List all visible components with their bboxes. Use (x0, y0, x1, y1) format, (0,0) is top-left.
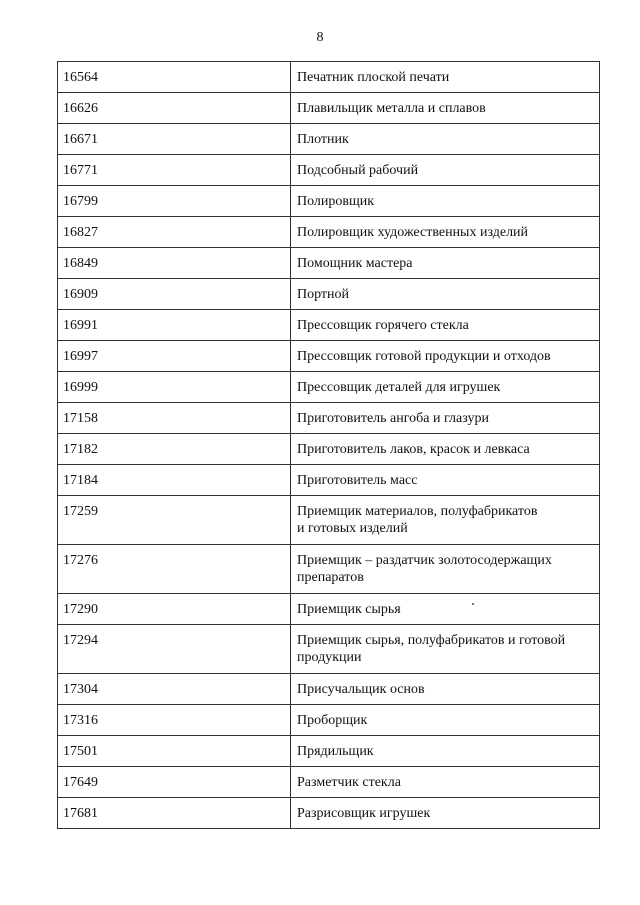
profession-name: Полировщик (291, 186, 600, 217)
profession-code: 16909 (58, 279, 291, 310)
profession-name: Полировщик художественных изделий (291, 217, 600, 248)
table-row (58, 403, 600, 434)
profession-code: 16999 (58, 372, 291, 403)
profession-code: 16626 (58, 93, 291, 124)
profession-code: 17681 (58, 798, 291, 829)
profession-code: 17184 (58, 465, 291, 496)
table-row (58, 93, 600, 124)
profession-code: 17316 (58, 705, 291, 736)
table-row (58, 545, 600, 594)
table-row (58, 124, 600, 155)
table-row (58, 674, 600, 705)
table-row (58, 465, 600, 496)
profession-name: Подсобный рабочий (291, 155, 600, 186)
profession-code: 17182 (58, 434, 291, 465)
table-row (58, 248, 600, 279)
profession-codes-table (57, 61, 600, 829)
profession-name: Разметчик стекла (291, 767, 600, 798)
table-row (58, 767, 600, 798)
profession-name: Присучальщик основ (291, 674, 600, 705)
profession-code: 16827 (58, 217, 291, 248)
profession-name: Плавильщик металла и сплавов (291, 93, 600, 124)
table-row (58, 798, 600, 829)
profession-name: Приготовитель лаков, красок и левкаса (291, 434, 600, 465)
table-row (58, 496, 600, 545)
table-row (58, 372, 600, 403)
profession-code: 17158 (58, 403, 291, 434)
profession-code: 17276 (58, 545, 291, 594)
profession-code: 16564 (58, 62, 291, 93)
profession-name: Плотник (291, 124, 600, 155)
profession-name: Прядильщик (291, 736, 600, 767)
page-number: 8 (316, 30, 324, 45)
profession-name: Приемщик материалов, полуфабрикатов и готовых изделий (291, 496, 600, 545)
profession-code: 16849 (58, 248, 291, 279)
table-row (58, 341, 600, 372)
profession-name: Приготовитель масс (291, 465, 600, 496)
profession-name: Прессовщик горячего стекла (291, 310, 600, 341)
profession-name: Прессовщик готовой продукции и отходов (291, 341, 600, 372)
profession-code: 16671 (58, 124, 291, 155)
table-row (58, 155, 600, 186)
profession-name: Портной (291, 279, 600, 310)
profession-code: 17649 (58, 767, 291, 798)
table-row (58, 186, 600, 217)
profession-name: Проборщик (291, 705, 600, 736)
table-row (58, 736, 600, 767)
table-row (58, 217, 600, 248)
table-row (58, 625, 600, 674)
profession-code: 17259 (58, 496, 291, 545)
profession-name: Помощник мастера (291, 248, 600, 279)
profession-code: 17304 (58, 674, 291, 705)
profession-name: Разрисовщик игрушек (291, 798, 600, 829)
profession-name: Приемщик – раздатчик золотосодержащих препаратов (291, 545, 600, 594)
profession-code: 17294 (58, 625, 291, 674)
profession-code: 16997 (58, 341, 291, 372)
profession-code: 16991 (58, 310, 291, 341)
profession-name: Прессовщик деталей для игрушек (291, 372, 600, 403)
profession-name: Печатник плоской печати (291, 62, 600, 93)
profession-code: 16771 (58, 155, 291, 186)
profession-name: Приемщик сырья (291, 594, 600, 625)
profession-code: 17501 (58, 736, 291, 767)
profession-name: Приготовитель ангоба и глазури (291, 403, 600, 434)
table-row (58, 434, 600, 465)
profession-name: Приемщик сырья, полуфабрикатов и готовой продукции (291, 625, 600, 674)
profession-code: 16799 (58, 186, 291, 217)
scan-speck (472, 603, 474, 605)
profession-code: 17290 (58, 594, 291, 625)
table-row (58, 705, 600, 736)
table-row (58, 310, 600, 341)
table-row (58, 279, 600, 310)
table-row (58, 62, 600, 93)
table-row (58, 594, 600, 625)
